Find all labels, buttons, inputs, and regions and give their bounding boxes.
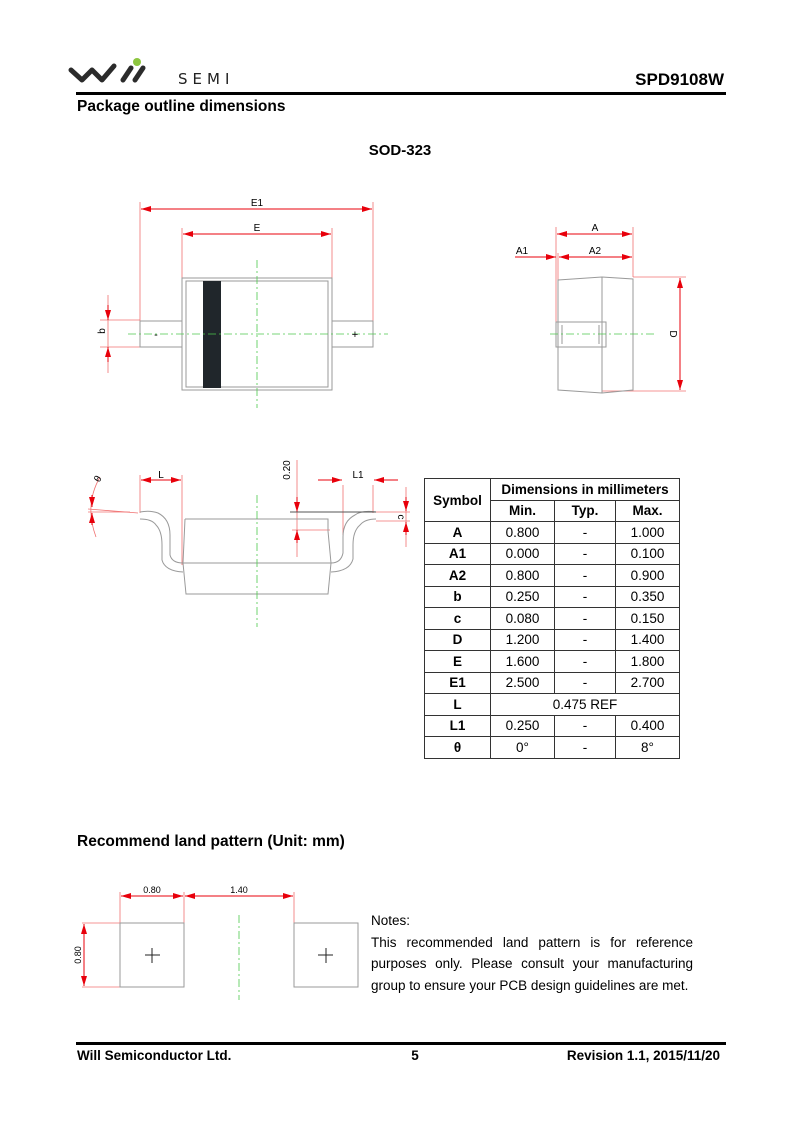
logo-dot (133, 58, 141, 66)
table-row (425, 737, 680, 759)
cell-symbol: θ (425, 737, 491, 759)
cell-min: 0.000 (491, 543, 555, 565)
cell-min: 0° (491, 737, 555, 759)
cell-typ: - (555, 737, 616, 759)
table-row (425, 694, 680, 716)
table-row (425, 608, 680, 630)
label-pad-width: 0.80 (143, 885, 161, 895)
notes-title: Notes: (371, 913, 411, 928)
section-title-land-pattern: Recommend land pattern (Unit: mm) (77, 833, 345, 850)
table-row (425, 629, 680, 651)
cell-symbol: c (425, 608, 491, 630)
document-title: SPD9108W (635, 70, 724, 89)
label-A1: A1 (515, 246, 529, 257)
cell-min: 1.200 (491, 629, 555, 651)
cell-typ: - (555, 672, 616, 694)
label-c: c (395, 514, 406, 520)
label-E1: E1 (250, 198, 264, 209)
will-logo-mark (68, 56, 178, 86)
cell-symbol: D (425, 629, 491, 651)
cell-min: 1.600 (491, 651, 555, 673)
cell-max: 0.900 (616, 565, 680, 587)
front-view-drawing (80, 455, 420, 635)
table-row (425, 565, 680, 587)
header-min: Min. (491, 500, 555, 522)
dimension-table (424, 478, 680, 759)
label-A: A (591, 223, 599, 234)
table-row (425, 522, 680, 544)
cathode-band (203, 281, 221, 388)
cell-symbol: L (425, 694, 491, 716)
cell-symbol: b (425, 586, 491, 608)
label-minus: - (154, 329, 158, 341)
cell-min: 0.800 (491, 522, 555, 544)
table-row (425, 543, 680, 565)
footer-page-number: 5 (411, 1048, 419, 1063)
cell-min: 0.250 (491, 586, 555, 608)
top-view-drawing (90, 190, 400, 420)
cell-max: 1.800 (616, 651, 680, 673)
label-pad-height: 0.80 (73, 946, 83, 964)
cell-max: 0.150 (616, 608, 680, 630)
cell-symbol: A (425, 522, 491, 544)
notes (371, 910, 693, 996)
cell-symbol: A1 (425, 543, 491, 565)
cell-typ: - (555, 608, 616, 630)
cell-symbol: E (425, 651, 491, 673)
cell-typ: - (555, 651, 616, 673)
footer-rule (76, 1042, 726, 1045)
cell-max: 0.100 (616, 543, 680, 565)
header-dimensions: Dimensions in millimeters (491, 479, 680, 501)
cell-min: 0.800 (491, 565, 555, 587)
cell-typ: - (555, 565, 616, 587)
cell-max: 0.400 (616, 715, 680, 737)
package-name: SOD-323 (368, 142, 432, 159)
label-E: E (253, 223, 261, 234)
header-rule (76, 92, 726, 95)
cell-min: 0.080 (491, 608, 555, 630)
header-symbol: Symbol (425, 479, 491, 522)
cell-min: 0.250 (491, 715, 555, 737)
cell-symbol: A2 (425, 565, 491, 587)
cell-max: 1.400 (616, 629, 680, 651)
cell-max: 8° (616, 737, 680, 759)
label-D: D (667, 330, 678, 338)
table-row (425, 715, 680, 737)
cell-typ: - (555, 629, 616, 651)
label-L: L (158, 470, 164, 481)
header-typ: Typ. (555, 500, 616, 522)
label-L1: L1 (352, 470, 364, 481)
side-view-drawing (510, 215, 690, 400)
footer-revision: Revision 1.1, 2015/11/20 (566, 1048, 720, 1063)
cell-max: 2.700 (616, 672, 680, 694)
table-row (425, 651, 680, 673)
cell-max: 0.350 (616, 586, 680, 608)
cell-symbol: L1 (425, 715, 491, 737)
header-max: Max. (616, 500, 680, 522)
land-pattern-drawing (60, 880, 365, 1000)
table-row (425, 586, 680, 608)
cell-symbol: E1 (425, 672, 491, 694)
label-plus: + (351, 329, 359, 341)
label-b: b (97, 328, 108, 334)
cell-reference: 0.475 REF (491, 694, 680, 716)
table-row (425, 672, 680, 694)
cell-min: 2.500 (491, 672, 555, 694)
logo-text: SEMI (178, 70, 235, 88)
label-0.20: 0.20 (282, 460, 293, 480)
notes-text: This recommended land pattern is for reference purposes only. Please consult your manufacturing group to ensure your PCB design guidelines are met. (371, 934, 693, 993)
cell-typ: - (555, 522, 616, 544)
label-pad-gap: 1.40 (230, 885, 248, 895)
label-A2: A2 (588, 246, 602, 257)
cell-typ: - (555, 543, 616, 565)
label-theta: θ (92, 474, 105, 485)
section-title-package: Package outline dimensions (77, 98, 286, 115)
cell-typ: - (555, 715, 616, 737)
logo (68, 56, 178, 86)
cell-typ: - (555, 586, 616, 608)
footer-company: Will Semiconductor Ltd. (77, 1048, 232, 1063)
cell-max: 1.000 (616, 522, 680, 544)
